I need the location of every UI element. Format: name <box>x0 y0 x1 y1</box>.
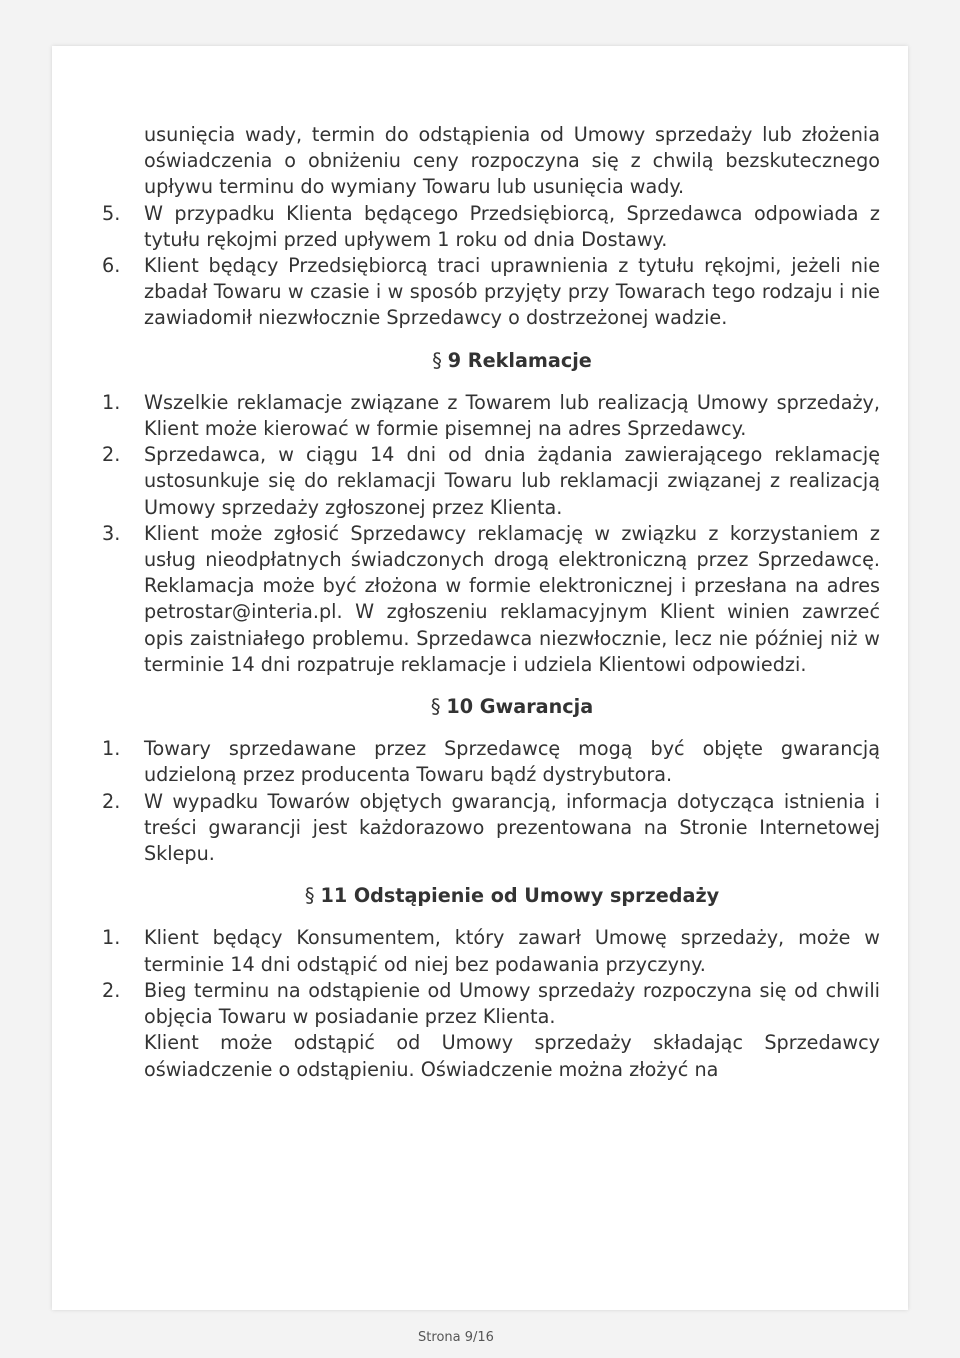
document-page <box>52 46 908 1310</box>
list-item <box>102 390 880 442</box>
item-number: 5. <box>102 201 121 225</box>
item-text: Klient będący Przedsiębiorcą traci uprawnienia z tytułu rękojmi, jeżeli nie zbadał Towaru w czasie i w sposób przyjęty przy Towarach tego rodzaju i nie zawiadomił niezwłocznie Sprzedawcy o dostrzeżonej wadzie. <box>144 254 880 330</box>
section-symbol: § <box>304 884 315 908</box>
item-number: 2. <box>102 978 121 1002</box>
list-item <box>102 442 880 521</box>
list-item <box>102 978 880 1030</box>
item-text: Klient może zgłosić Sprzedawcy reklamację w związku z korzystaniem z usług nieodpłatnych świadczonych drogą elektroniczną przez Sprzedawcę. Reklamacja może być złożona w formie elektronicznej i przesłana na adres petrostar@interia.pl. W zgłoszeniu reklamacyjnym Klient winien zawrzeć opis zaistniałego problemu. Sprzedawca niezwłocznie, lecz nie później niż w terminie 14 dni rozpatruje reklamacje i udziela Klientowi odpowiedzi. <box>144 521 880 676</box>
item-number: 3. <box>102 521 121 545</box>
item-text: Sprzedawca, w ciągu 14 dni od dnia żądania zawierającego reklamację ustosunkuje się do reklamacji Towaru lub reklamacji związanej z realizacją Umowy sprzedaży zgłoszonej przez Klienta. <box>144 443 880 519</box>
section-title: 11 Odstąpienie od Umowy sprzedaży <box>320 884 720 908</box>
item-text: Towary sprzedawane przez Sprzedawcę mogą być objęte gwarancją udzieloną przez producenta Towaru bądź dystrybutora. <box>144 737 880 787</box>
section-heading-10 <box>102 694 880 720</box>
item-text: Wszelkie reklamacje związane z Towarem lub realizacją Umowy sprzedaży, Klient może kierować w formie pisemnej na adres Sprzedawcy. <box>144 390 880 441</box>
section-title: 9 Reklamacje <box>447 348 592 372</box>
item-number: 2. <box>102 443 121 467</box>
item-number: 6. <box>102 254 121 278</box>
item-text: Bieg terminu na odstąpienie od Umowy sprzedaży rozpoczyna się od chwili objęcia Towaru w posiadanie przez Klienta. <box>144 978 880 1029</box>
section-title: 10 Gwarancja <box>446 695 594 719</box>
item-text: W przypadku Klienta będącego Przedsiębiorcą, Sprzedawca odpowiada z tytułu rękojmi przed upływem 1 roku od dnia Dostawy. <box>144 201 880 251</box>
section-symbol: § <box>432 348 442 372</box>
page-number: Strona 9/16 <box>418 1330 494 1345</box>
item-number: 2. <box>102 789 121 813</box>
section-heading-9 <box>102 348 880 374</box>
list-item <box>102 201 880 253</box>
item-text: Klient będący Konsumentem, który zawarł Umowę sprzedaży, może w terminie 14 dni odstąpić od niej bez podawania przyczyny. <box>144 926 880 976</box>
continuation-paragraph: Klient może odstąpić od Umowy sprzedaży składając Sprzedawcy oświadczenie o odstąpieniu. Oświadczenie można złożyć na <box>144 1031 880 1081</box>
item-number: 1. <box>102 926 121 950</box>
section-symbol: § <box>430 695 441 719</box>
page-content <box>102 122 880 1083</box>
list-item <box>102 521 880 678</box>
list-item <box>102 736 880 788</box>
item-number: 1. <box>102 390 121 414</box>
list-item <box>102 253 880 332</box>
list-item <box>102 789 880 868</box>
item-number: 1. <box>102 737 121 761</box>
list-item <box>102 925 880 977</box>
item-text: W wypadku Towarów objętych gwarancją, informacja dotycząca istnienia i treści gwarancji jest każdorazowo prezentowana na Stronie Internetowej Sklepu. <box>144 789 880 866</box>
section-heading-11 <box>102 883 880 909</box>
intro-paragraph: usunięcia wady, termin do odstąpienia od Umowy sprzedaży lub złożenia oświadczenia o obniżeniu ceny rozpoczyna się z chwilą bezskutecznego upływu terminu do wymiany Towaru lub usunięcia wady. <box>144 123 880 199</box>
